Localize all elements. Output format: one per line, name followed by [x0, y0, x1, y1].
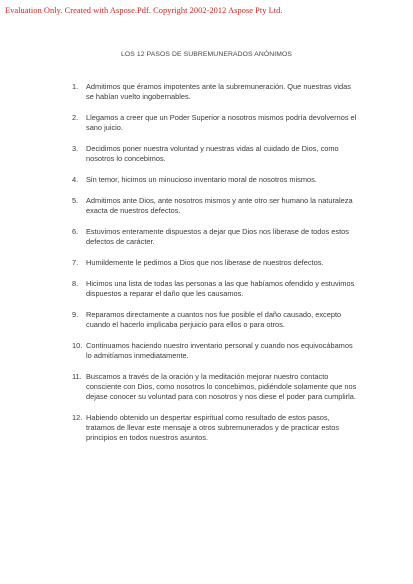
list-item	[72, 144, 360, 164]
step-text: Hicimos una lista de todas las personas a las que habíamos ofendido y estuvimos dispuestos a reparar el daño que les causamos.	[86, 278, 355, 298]
step-text: Llegamos a creer que un Poder Superior a nosotros mismos podría devolvernos el sano juicio.	[86, 113, 357, 133]
step-text: Estuvimos enteramente dispuestos a dejar que Dios nos liberase de todos estos defectos de carácter.	[86, 226, 349, 246]
step-number: 8.	[72, 278, 79, 288]
step-number: 12.	[72, 412, 83, 422]
page-title: LOS 12 PASOS DE SUBREMUNERADOS ANÓNIMOS	[120, 51, 293, 58]
step-number: 4.	[72, 175, 79, 184]
list-item	[72, 341, 360, 361]
step-number: 11.	[72, 371, 82, 381]
step-number: 3.	[72, 144, 79, 153]
step-number: 6.	[72, 226, 79, 236]
list-item	[72, 82, 360, 102]
step-number: 9.	[72, 309, 79, 319]
step-text: Humildemente le pedimos a Dios que nos liberase de nuestros defectos.	[86, 257, 324, 267]
step-text: Buscamos a través de la oración y la meditación mejorar nuestro contacto consciente con Dios, como nosotros lo concebimos, pidiéndole solamente que nos dejase conocer su voluntad para con nosotros y nos diese el poder para cumplirla.	[86, 371, 357, 401]
steps-list	[72, 82, 360, 454]
step-text: Admitimos ante Dios, ante nosotros mismos y ante otro ser humano la naturaleza exacta de nuestros defectos.	[86, 195, 353, 215]
step-text: Sin temor, hicimos un minucioso inventario moral de nosotros mismos.	[86, 175, 317, 184]
step-text: Admitimos que éramos impotentes ante la subremuneración. Que nuestras vidas se habían vuelto ingobernables.	[86, 82, 351, 102]
list-item	[72, 175, 360, 185]
list-item	[72, 113, 360, 133]
evaluation-watermark: Evaluation Only. Created with Aspose.Pdf. Copyright 2002-2012 Aspose Pty Ltd.	[5, 6, 283, 15]
step-text: Habiendo obtenido un despertar espiritual como resultado de estos pasos, tratamos de llevar este mensaje a otros subremunerados y de practicar estos principios en todos nuestros asuntos.	[86, 412, 340, 443]
step-number: 10.	[72, 340, 83, 350]
list-item	[72, 227, 360, 247]
list-item	[72, 196, 360, 216]
step-text: Reparamos directamente a cuantos nos fue posible el daño causado, excepto cuando el hacerlo implicaba perjuicio para ellos o para otros.	[86, 309, 342, 329]
list-item	[72, 258, 360, 268]
step-text: Decidimos poner nuestra voluntad y nuestras vidas al cuidado de Dios, como nosotros lo concebimos.	[86, 144, 339, 164]
step-number: 7.	[72, 257, 79, 267]
list-item	[72, 279, 360, 299]
step-number: 1.	[72, 82, 79, 91]
step-text: Continuamos haciendo nuestro inventario personal y cuando nos equivocábamos lo admitíamos inmediatamente.	[86, 340, 353, 360]
list-item	[72, 372, 360, 403]
step-number: 5.	[72, 195, 79, 205]
list-item	[72, 413, 360, 444]
list-item	[72, 310, 360, 330]
step-number: 2.	[72, 113, 79, 122]
